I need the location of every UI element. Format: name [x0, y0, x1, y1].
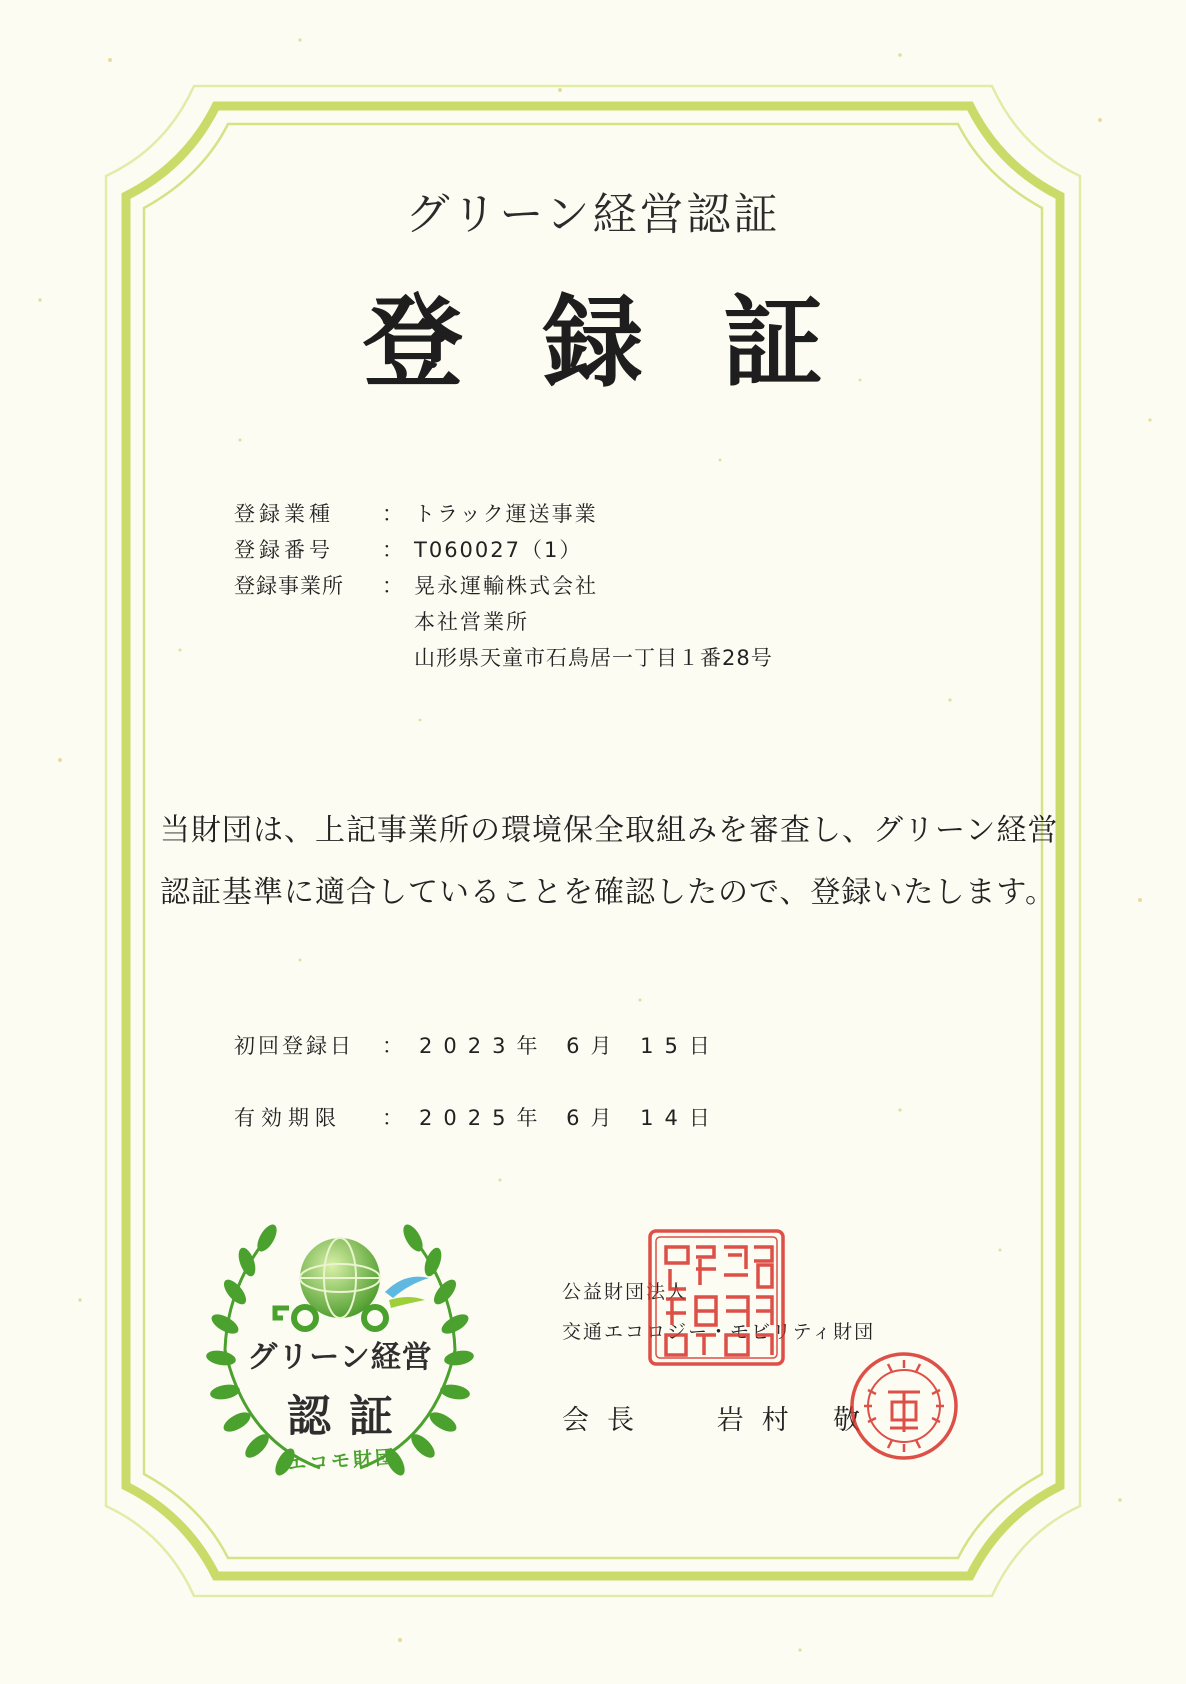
registration-value: トラック運送事業 — [414, 502, 598, 526]
registration-value: T060027（1） — [414, 538, 583, 562]
registration-value: 晃永運輸株式会社 — [414, 574, 598, 598]
issuer-type: 公益財団法人 — [562, 1281, 689, 1303]
registration-label: 登録事業所 — [234, 574, 344, 598]
office-address: 山形県天童市石鳥居一丁目１番28号 — [414, 646, 773, 670]
colon: ： — [382, 1034, 403, 1058]
statement-line: 当財団は、上記事業所の環境保全取組みを審査し、グリーン経営 — [160, 813, 1059, 848]
green-management-logo — [205, 1200, 475, 1490]
colon: ： — [382, 502, 403, 526]
certificate-subtitle: グリーン経営認証 — [405, 189, 781, 240]
certificate-title: 登録証 — [363, 284, 903, 401]
logo-text-green-management: グリーン経営 — [247, 1340, 433, 1375]
round-seal-stamp — [848, 1350, 960, 1462]
square-seal-stamp — [644, 1225, 789, 1370]
colon: ： — [382, 1106, 403, 1130]
issuer-name: 交通エコロジー・モビリティ財団 — [562, 1321, 876, 1343]
colon: ： — [382, 538, 403, 562]
date-value: 2023年 6月 15日 — [419, 1034, 721, 1058]
date-label: 有効期限 — [234, 1106, 342, 1130]
office-branch: 本社営業所 — [414, 610, 529, 634]
colon: ： — [382, 574, 403, 598]
signatory-role: 会長 — [562, 1405, 652, 1436]
signatory-name: 岩村 敬 — [716, 1405, 879, 1436]
date-label: 初回登録日 — [234, 1034, 354, 1058]
registration-label: 登録番号 — [234, 538, 334, 562]
signatory — [562, 1398, 878, 1437]
logo-text-ecomo: エコモ財団 — [286, 1446, 398, 1476]
globe-car-icon — [205, 1200, 475, 1340]
logo-text-certification: 認証 — [287, 1391, 411, 1442]
statement-line: 認証基準に適合していることを確認したので、登録いたします。 — [160, 875, 1056, 910]
certification-statement — [160, 800, 1059, 924]
registration-label: 登録業種 — [234, 502, 334, 526]
date-value: 2025年 6月 14日 — [419, 1106, 721, 1130]
